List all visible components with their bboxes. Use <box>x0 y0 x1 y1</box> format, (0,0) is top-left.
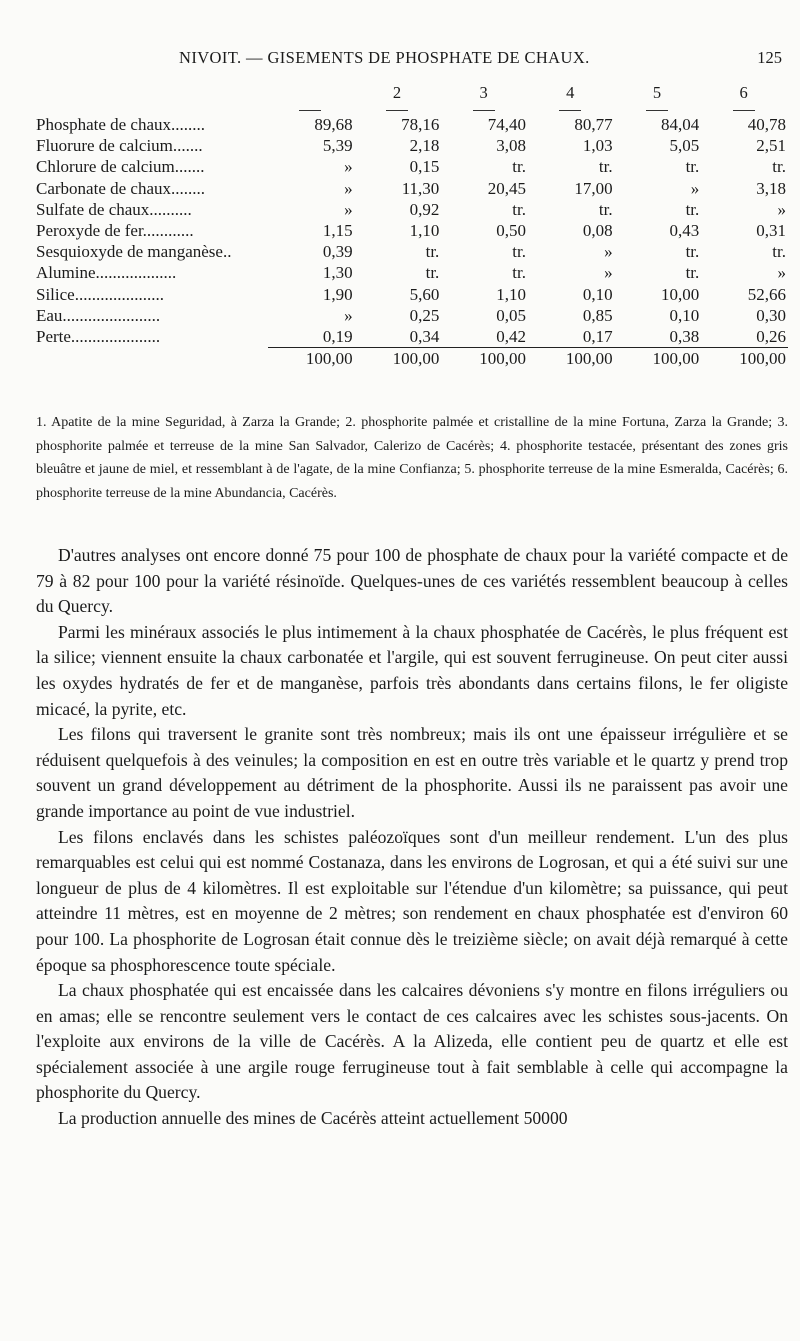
row-label: Chlorure de calcium....... <box>36 157 205 177</box>
table-cell: 0,30 <box>756 305 786 325</box>
table-cell: tr. <box>772 157 786 177</box>
paragraph: La chaux phosphatée qui est encaissée dans les calcaires dévoniens s'y montre en filons irréguliers ou en amas; elle se rencontre seulement vers le contact de ces calcaires avec les schistes sous-jacents. On l'exploite aux environs de la ville de Cacérès. A la Alizeda, elle contient peu de quartz et elle est spécialement associée à une argile rouge ferrugineuse tout à fait semblable à celle qui accompagne la phosphorite du Quercy. <box>36 980 788 1103</box>
column-number: 5 <box>652 82 662 102</box>
table-row <box>36 156 788 177</box>
table-row <box>36 262 788 283</box>
total-cell: 100,00 <box>615 348 702 370</box>
table-row <box>36 135 788 156</box>
table-cell: 3,08 <box>496 136 526 156</box>
table-row <box>36 220 788 241</box>
paragraph: La production annuelle des mines de Cacérès atteint actuellement 50000 <box>58 1108 568 1129</box>
table-cell: » <box>344 199 353 219</box>
table-cell: 1,03 <box>582 136 613 156</box>
column-dash <box>299 110 321 111</box>
table-cell: tr. <box>685 157 700 177</box>
table-cell: 0,34 <box>409 326 440 346</box>
table-cell: 0,31 <box>756 221 786 241</box>
row-label: Alumine................... <box>36 263 177 283</box>
page-number: 125 <box>757 48 782 67</box>
table-row <box>36 114 788 135</box>
table-cell: 78,16 <box>401 115 440 135</box>
table-cell: 0,85 <box>582 305 613 325</box>
table-cell: 0,42 <box>496 326 526 346</box>
table-cell: tr. <box>598 199 613 219</box>
table-column-numbers <box>36 80 788 104</box>
table-cell: tr. <box>425 242 440 262</box>
table-cell: 2,18 <box>409 136 440 156</box>
table-cell: 5,39 <box>322 136 353 156</box>
column-number: 4 <box>566 82 575 102</box>
total-cell: 100,00 <box>355 348 442 370</box>
table-cell: 0,10 <box>669 305 700 325</box>
table-cell: tr. <box>512 199 526 219</box>
table-cell: 10,00 <box>661 284 700 304</box>
table-cell: » <box>604 263 613 283</box>
paragraph: Les filons enclavés dans les schistes paléozoïques sont d'un meilleur rendement. L'un des plus remarquables est celui qui est nommé Costanaza, dans les environs de Logrosan, et qui a été suivi sur une longueur de plus de 4 kilomètres. Il est exploitable sur l'étendue d'un kilomètre; sa puissance, qui peut atteindre 11 mètres, est en moyenne de 2 mètres; son rendement en chaux phosphatée est d'environ 60 pour 100. La phosphorite de Logrosan était connue dès le treizième siècle; on avait déjà remarqué à cette époque sa phosphorescence toute spéciale. <box>36 826 788 975</box>
table-row <box>36 284 788 305</box>
table-cell: 17,00 <box>574 178 613 198</box>
table-cell: 0,05 <box>496 305 526 325</box>
total-cell: 100,00 <box>528 348 615 370</box>
table-cell: 0,50 <box>496 221 526 241</box>
paragraph: D'autres analyses ont encore donné 75 pour 100 de phosphate de chaux pour la variété compacte et de 79 à 82 pour 100 pour la variété résinoïde. Quelques-unes de ces variétés ressemblent beaucoup à celles du Quercy. <box>36 545 788 617</box>
table-cell: 1,10 <box>496 284 526 304</box>
table-cell: 1,90 <box>322 284 353 304</box>
table-cell: 0,15 <box>409 157 440 177</box>
body-text <box>36 543 788 1132</box>
table-cell: » <box>777 263 786 283</box>
table-cell: 40,78 <box>747 115 786 135</box>
row-label: Phosphate de chaux........ <box>36 115 206 135</box>
column-dash <box>473 110 495 111</box>
total-cell: 100,00 <box>268 348 355 370</box>
column-number: 2 <box>392 82 402 102</box>
table-cell: tr. <box>772 242 786 262</box>
column-dash <box>733 110 755 111</box>
paragraph: Parmi les minéraux associés le plus intimement à la chaux phosphatée de Cacérès, le plus fréquent est la silice; viennent ensuite la chaux carbonatée et l'argile, qui est souvent ferrugineuse. On peut citer aussi les oxydes hydratés de fer et de manganèse, parfois très abondants dans certains filons, le fer oligiste micacé, la pyrite, etc. <box>36 621 788 719</box>
table-cell: 1,30 <box>322 263 353 283</box>
page-header <box>0 48 800 72</box>
totals-row <box>36 348 788 370</box>
table-cell: » <box>344 157 353 177</box>
column-number: 6 <box>739 82 748 102</box>
table-cell: 0,10 <box>582 284 613 304</box>
total-cell: 100,00 <box>441 348 528 370</box>
table-cell: tr. <box>685 242 700 262</box>
table-cell: » <box>604 242 613 262</box>
table-cell: 2,51 <box>756 136 786 156</box>
row-label: Perte..................... <box>36 327 161 347</box>
table-cell: tr. <box>512 157 526 177</box>
table-body <box>36 114 788 369</box>
table-cell: 80,77 <box>574 115 613 135</box>
total-cell: 100,00 <box>701 348 788 370</box>
table-cell: 0,25 <box>409 305 440 325</box>
row-label: Carbonate de chaux........ <box>36 178 205 198</box>
column-dash <box>559 110 581 111</box>
table-row <box>36 326 788 348</box>
table-cell: 89,68 <box>314 115 353 135</box>
table-row <box>36 305 788 326</box>
column-dashes <box>36 104 788 114</box>
row-label: Sulfate de chaux.......... <box>36 199 192 219</box>
table-cell: 5,05 <box>669 136 700 156</box>
column-number: 3 <box>479 82 488 102</box>
column-dash <box>386 110 408 111</box>
running-title: NIVOIT. — GISEMENTS DE PHOSPHATE DE CHAUX. <box>179 48 590 67</box>
table-cell: 0,08 <box>582 221 613 241</box>
column-dash <box>646 110 668 111</box>
table-cell: tr. <box>685 199 700 219</box>
table-cell: » <box>690 178 700 198</box>
table-cell: » <box>777 199 786 219</box>
table-cell: 0,19 <box>322 326 353 346</box>
table-cell: tr. <box>512 242 526 262</box>
table-cell: 3,18 <box>756 178 786 198</box>
table-cell: 0,38 <box>669 326 700 346</box>
table-cell: 1,15 <box>322 221 353 241</box>
analysis-table <box>36 80 788 369</box>
table-cell: 52,66 <box>747 284 786 304</box>
paragraph: Les filons qui traversent le granite sont très nombreux; mais ils ont une épaisseur irrégulière et se réduisent quelquefois à des veinules; la composition en est en outre très variable et le quartz y prend trop souvent un grand développement au détriment de la phosphorite. Aussi ils ne paraissent pas avoir une grande importance au point de vue industriel. <box>36 724 788 821</box>
row-label: Eau....................... <box>36 305 161 325</box>
table-cell: 0,26 <box>756 326 786 346</box>
table-row <box>36 241 788 262</box>
table-cell: 20,45 <box>487 178 526 198</box>
table-cell: 0,39 <box>322 242 353 262</box>
table-cell: 1,10 <box>409 221 440 241</box>
table-cell: 0,17 <box>582 326 613 346</box>
table-cell: 0,43 <box>669 221 700 241</box>
row-label: Fluorure de calcium....... <box>36 136 203 156</box>
table-cell: tr. <box>425 263 440 283</box>
table-cell: » <box>344 305 353 325</box>
row-label: Peroxyde de fer............ <box>36 221 194 241</box>
table-cell: tr. <box>598 157 613 177</box>
table-cell: » <box>344 178 353 198</box>
table-row <box>36 178 788 199</box>
table-footnote: 1. Apatite de la mine Seguridad, à Zarza la Grande; 2. phosphorite palmée et cristalline de la mine Fortuna, Zarza la Grande; 3. phosphorite palmée et terreuse de la mine San Salvador, Calerizo de Cacérès; 4. phosphorite testacée, présentant des zones gris bleuâtre et jaune de miel, et ressemblant à de l'agate, de la mine Confianza; 5. phosphorite terreuse de la mine Esmeralda, Cacérès; 6. phosphorite terreuse de la mine Abundancia, Cacérès. <box>36 415 788 501</box>
row-label: Sesquioxyde de manganèse.. <box>36 242 232 262</box>
row-label: Silice..................... <box>36 284 164 304</box>
table-cell: 74,40 <box>487 115 526 135</box>
table-cell: tr. <box>685 263 700 283</box>
table-cell: tr. <box>512 263 526 283</box>
table-row <box>36 199 788 220</box>
table-cell: 5,60 <box>409 284 440 304</box>
table-cell: 11,30 <box>401 178 440 198</box>
table-cell: 84,04 <box>661 115 700 135</box>
table-cell: 0,92 <box>409 199 440 219</box>
